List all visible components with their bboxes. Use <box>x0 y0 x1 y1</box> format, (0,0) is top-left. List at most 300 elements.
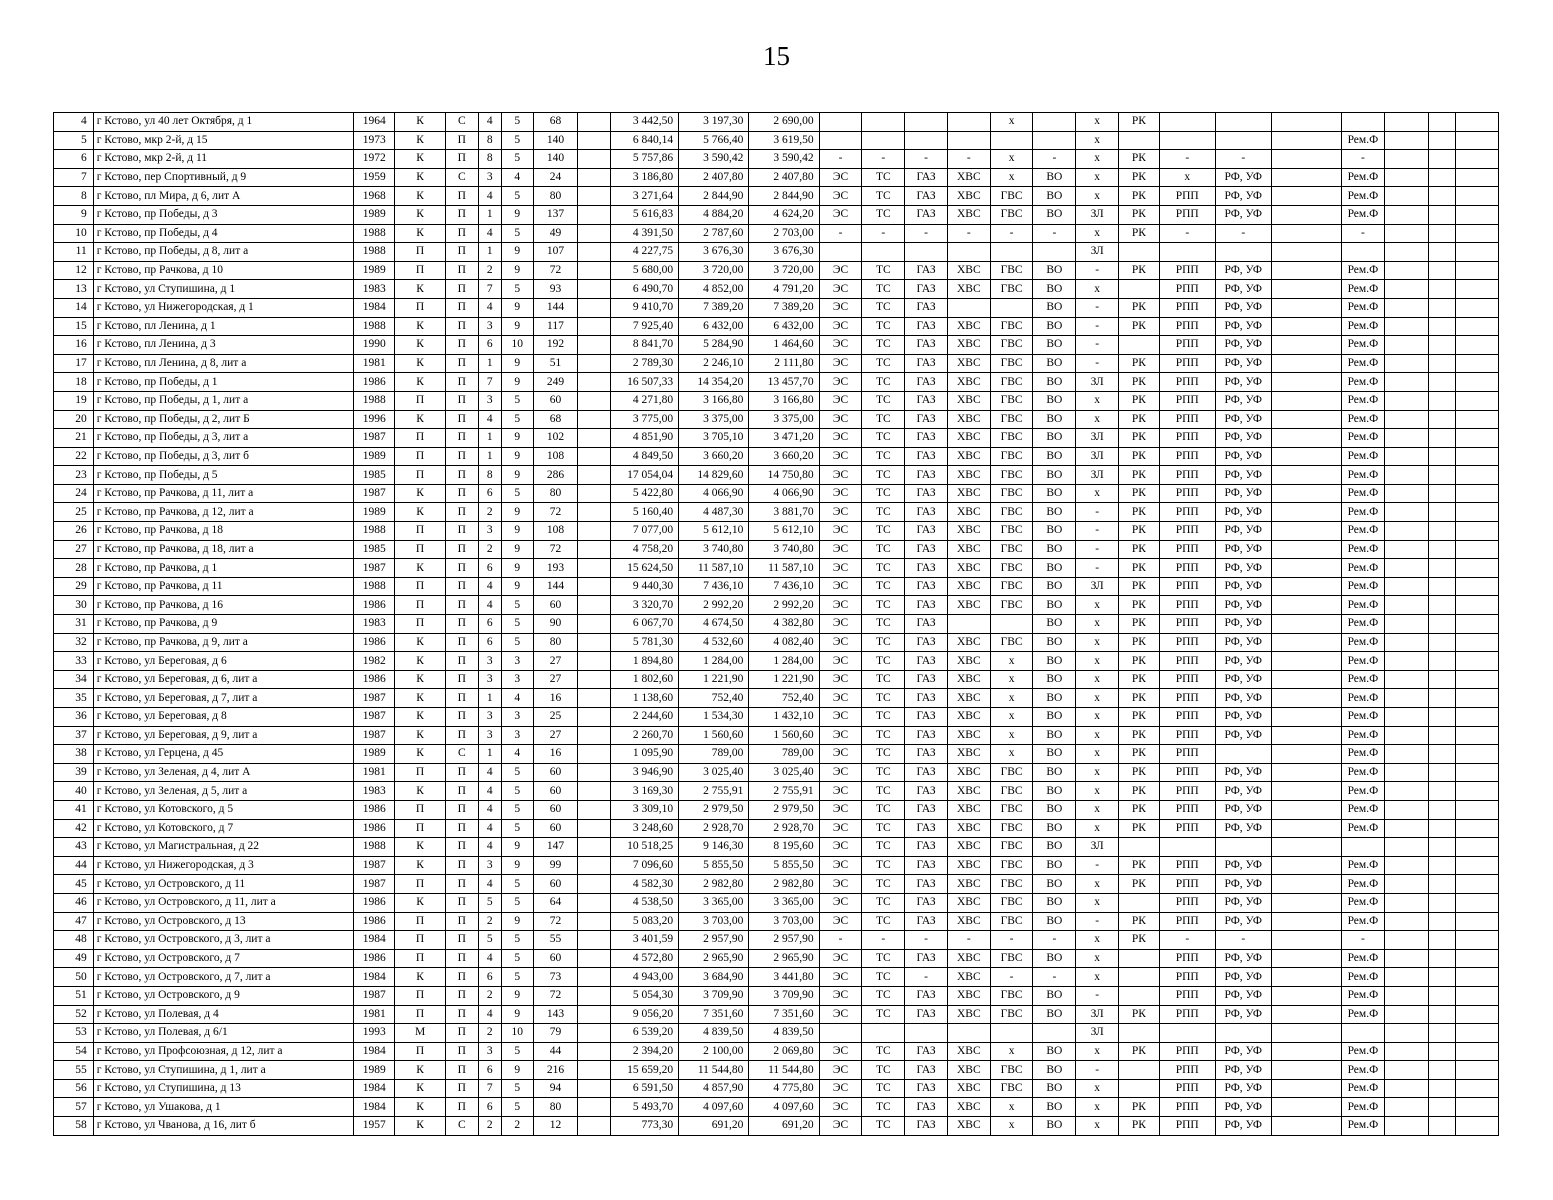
cell-blank-d <box>1428 261 1455 280</box>
cell-entrances: 7 <box>478 1079 501 1098</box>
cell-total-area: 1 802,60 <box>610 670 678 689</box>
cell-blank-e <box>1456 800 1499 819</box>
cell-apartments: 93 <box>533 280 578 299</box>
table-row <box>54 410 1499 429</box>
cell-mark-remf: Рем.Ф <box>1341 410 1384 429</box>
cell-blank-b <box>1271 317 1341 336</box>
cell-build-year: 1986 <box>354 800 395 819</box>
cell-entrances: 8 <box>478 466 501 485</box>
cell-service-gvs: ГВС <box>990 1061 1033 1080</box>
table-row <box>54 540 1499 559</box>
cell-service-hvs: ХВС <box>947 856 990 875</box>
cell-blank-c <box>1384 856 1428 875</box>
cell-mark-remf: Рем.Ф <box>1341 336 1384 355</box>
cell-mark-rpp: РПП <box>1159 317 1215 336</box>
cell-blank-c <box>1384 689 1428 708</box>
cell-wall-type-b: П <box>446 633 479 652</box>
cell-blank-a <box>578 373 611 392</box>
cell-address: г Кстово, ул Островского, д 13 <box>93 912 354 931</box>
cell-service-hvs: ХВС <box>947 1042 990 1061</box>
cell-address: г Кстово, ул Ступишина, д 1 <box>93 280 354 299</box>
cell-blank-b <box>1271 726 1341 745</box>
cell-wall-type-a: П <box>395 298 446 317</box>
cell-service-zl: - <box>1076 298 1119 317</box>
cell-mark-rk <box>1119 1061 1160 1080</box>
table-row <box>54 931 1499 950</box>
cell-wall-type-b: П <box>446 912 479 931</box>
cell-service-gvs <box>990 131 1033 150</box>
cell-service-es: ЭС <box>819 763 862 782</box>
cell-address: г Кстово, ул Магистральная, д 22 <box>93 838 354 857</box>
cell-blank-c <box>1384 522 1428 541</box>
table-row <box>54 354 1499 373</box>
cell-apartments: 24 <box>533 168 578 187</box>
cell-mark-remf: Рем.Ф <box>1341 689 1384 708</box>
cell-wall-type-b: С <box>446 113 479 132</box>
cell-row-number: 58 <box>54 1117 94 1136</box>
cell-service-ts <box>862 1024 905 1043</box>
cell-service-ts: ТС <box>862 410 905 429</box>
cell-entrances: 8 <box>478 131 501 150</box>
cell-total-area: 5 160,40 <box>610 503 678 522</box>
cell-private-area: 3 709,90 <box>749 986 819 1005</box>
cell-living-area: 3 720,00 <box>679 261 749 280</box>
cell-service-ts: ТС <box>862 763 905 782</box>
cell-service-gas: ГАЗ <box>905 708 948 727</box>
cell-private-area: 3 166,80 <box>749 391 819 410</box>
cell-total-area: 6 067,70 <box>610 615 678 634</box>
cell-address: г Кстово, ул Ступишина, д 1, лит а <box>93 1061 354 1080</box>
cell-service-gvs: ГВС <box>990 856 1033 875</box>
cell-service-vo: ВО <box>1033 689 1076 708</box>
cell-mark-rk: РК <box>1119 931 1160 950</box>
cell-entrances: 2 <box>478 261 501 280</box>
cell-row-number: 52 <box>54 1005 94 1024</box>
cell-row-number: 6 <box>54 150 94 169</box>
cell-floors: 9 <box>502 205 534 224</box>
cell-service-gas: ГАЗ <box>905 949 948 968</box>
cell-entrances: 3 <box>478 522 501 541</box>
cell-address: г Кстово, пр Рачкова, д 10 <box>93 261 354 280</box>
cell-build-year: 1988 <box>354 838 395 857</box>
cell-service-zl: - <box>1076 317 1119 336</box>
cell-wall-type-b: П <box>446 1079 479 1098</box>
cell-entrances: 3 <box>478 726 501 745</box>
cell-service-zl: х <box>1076 1098 1119 1117</box>
cell-blank-a <box>578 559 611 578</box>
cell-row-number: 44 <box>54 856 94 875</box>
cell-service-gas: ГАЗ <box>905 1117 948 1136</box>
cell-living-area: 3 375,00 <box>679 410 749 429</box>
cell-service-ts: ТС <box>862 1079 905 1098</box>
cell-wall-type-a: К <box>395 893 446 912</box>
cell-row-number: 43 <box>54 838 94 857</box>
cell-floors: 9 <box>502 373 534 392</box>
cell-mark-remf: Рем.Ф <box>1341 912 1384 931</box>
cell-mark-rk: РК <box>1119 800 1160 819</box>
cell-blank-b <box>1271 261 1341 280</box>
cell-blank-a <box>578 670 611 689</box>
cell-service-es: ЭС <box>819 1005 862 1024</box>
cell-blank-a <box>578 931 611 950</box>
cell-mark-rpp: РПП <box>1159 540 1215 559</box>
cell-wall-type-a: П <box>395 577 446 596</box>
cell-address: г Кстово, ул Островского, д 9 <box>93 986 354 1005</box>
cell-service-gvs: ГВС <box>990 187 1033 206</box>
cell-service-ts: ТС <box>862 819 905 838</box>
cell-mark-remf <box>1341 1024 1384 1043</box>
cell-private-area: 5 855,50 <box>749 856 819 875</box>
cell-blank-c <box>1384 187 1428 206</box>
cell-blank-a <box>578 856 611 875</box>
cell-entrances: 6 <box>478 1098 501 1117</box>
cell-mark-remf: Рем.Ф <box>1341 986 1384 1005</box>
cell-living-area: 5 855,50 <box>679 856 749 875</box>
cell-service-hvs: - <box>947 931 990 950</box>
cell-address: г Кстово, пр Победы, д 5 <box>93 466 354 485</box>
cell-blank-e <box>1456 986 1499 1005</box>
cell-apartments: 140 <box>533 131 578 150</box>
cell-service-vo: ВО <box>1033 949 1076 968</box>
cell-service-ts: ТС <box>862 893 905 912</box>
cell-service-gas: ГАЗ <box>905 1042 948 1061</box>
cell-wall-type-b: П <box>446 429 479 448</box>
cell-mark-remf: Рем.Ф <box>1341 317 1384 336</box>
cell-total-area: 9 056,20 <box>610 1005 678 1024</box>
cell-address: г Кстово, пр Рачкова, д 9 <box>93 615 354 634</box>
cell-blank-e <box>1456 410 1499 429</box>
cell-service-gas <box>905 1024 948 1043</box>
cell-service-hvs: ХВС <box>947 522 990 541</box>
cell-service-gas: - <box>905 224 948 243</box>
cell-service-hvs: ХВС <box>947 280 990 299</box>
cell-build-year: 1987 <box>354 986 395 1005</box>
cell-mark-rf-uf: РФ, УФ <box>1215 1061 1271 1080</box>
cell-blank-a <box>578 187 611 206</box>
cell-floors: 5 <box>502 131 534 150</box>
cell-blank-d <box>1428 1117 1455 1136</box>
cell-total-area: 4 758,20 <box>610 540 678 559</box>
table-row <box>54 131 1499 150</box>
cell-blank-c <box>1384 708 1428 727</box>
cell-blank-d <box>1428 298 1455 317</box>
table-row <box>54 224 1499 243</box>
cell-apartments: 49 <box>533 224 578 243</box>
cell-living-area: 7 436,10 <box>679 577 749 596</box>
cell-private-area: 2 957,90 <box>749 931 819 950</box>
cell-mark-rpp: РПП <box>1159 949 1215 968</box>
cell-address: г Кстово, мкр 2-й, д 15 <box>93 131 354 150</box>
table-row <box>54 113 1499 132</box>
cell-blank-e <box>1456 838 1499 857</box>
table-row <box>54 243 1499 262</box>
cell-service-zl: х <box>1076 224 1119 243</box>
cell-blank-e <box>1456 1024 1499 1043</box>
cell-mark-rk: РК <box>1119 224 1160 243</box>
cell-wall-type-a: К <box>395 782 446 801</box>
cell-service-hvs: ХВС <box>947 447 990 466</box>
cell-apartments: 60 <box>533 949 578 968</box>
cell-service-zl: ЗЛ <box>1076 373 1119 392</box>
cell-blank-d <box>1428 1042 1455 1061</box>
cell-build-year: 1990 <box>354 336 395 355</box>
cell-apartments: 60 <box>533 819 578 838</box>
cell-service-ts <box>862 113 905 132</box>
cell-wall-type-a: П <box>395 931 446 950</box>
cell-service-zl: - <box>1076 856 1119 875</box>
cell-apartments: 107 <box>533 243 578 262</box>
cell-mark-remf: Рем.Ф <box>1341 819 1384 838</box>
cell-mark-rpp <box>1159 1024 1215 1043</box>
cell-wall-type-a: К <box>395 205 446 224</box>
cell-service-gvs: х <box>990 1098 1033 1117</box>
cell-service-es: ЭС <box>819 1042 862 1061</box>
cell-wall-type-a: К <box>395 726 446 745</box>
cell-row-number: 39 <box>54 763 94 782</box>
cell-mark-remf: Рем.Ф <box>1341 633 1384 652</box>
cell-blank-c <box>1384 986 1428 1005</box>
cell-entrances: 2 <box>478 1024 501 1043</box>
cell-mark-rf-uf: РФ, УФ <box>1215 615 1271 634</box>
cell-row-number: 17 <box>54 354 94 373</box>
cell-service-es: ЭС <box>819 745 862 764</box>
cell-living-area: 4 097,60 <box>679 1098 749 1117</box>
cell-blank-c <box>1384 912 1428 931</box>
cell-living-area: 4 532,60 <box>679 633 749 652</box>
cell-mark-remf: Рем.Ф <box>1341 298 1384 317</box>
cell-entrances: 6 <box>478 1061 501 1080</box>
cell-address: г Кстово, ул Котовского, д 7 <box>93 819 354 838</box>
cell-row-number: 34 <box>54 670 94 689</box>
cell-blank-a <box>578 1061 611 1080</box>
table-row <box>54 559 1499 578</box>
cell-private-area: 13 457,70 <box>749 373 819 392</box>
cell-mark-rf-uf: РФ, УФ <box>1215 410 1271 429</box>
cell-service-hvs: ХВС <box>947 205 990 224</box>
cell-floors: 9 <box>502 503 534 522</box>
cell-apartments: 79 <box>533 1024 578 1043</box>
cell-row-number: 54 <box>54 1042 94 1061</box>
cell-mark-rk: РК <box>1119 633 1160 652</box>
table-row <box>54 261 1499 280</box>
cell-blank-e <box>1456 373 1499 392</box>
cell-blank-b <box>1271 503 1341 522</box>
cell-row-number: 4 <box>54 113 94 132</box>
cell-blank-e <box>1456 150 1499 169</box>
cell-wall-type-b: П <box>446 373 479 392</box>
cell-mark-rf-uf: РФ, УФ <box>1215 298 1271 317</box>
cell-floors: 9 <box>502 1005 534 1024</box>
cell-total-area: 6 840,14 <box>610 131 678 150</box>
cell-blank-a <box>578 410 611 429</box>
table-row <box>54 986 1499 1005</box>
table-row <box>54 1079 1499 1098</box>
cell-service-gvs: ГВС <box>990 949 1033 968</box>
cell-service-ts: ТС <box>862 187 905 206</box>
cell-blank-b <box>1271 912 1341 931</box>
cell-mark-remf: Рем.Ф <box>1341 875 1384 894</box>
cell-blank-c <box>1384 1098 1428 1117</box>
cell-service-hvs: ХВС <box>947 596 990 615</box>
cell-service-gas: - <box>905 150 948 169</box>
cell-service-zl: х <box>1076 615 1119 634</box>
cell-service-vo: ВО <box>1033 633 1076 652</box>
cell-private-area: 752,40 <box>749 689 819 708</box>
table-row <box>54 800 1499 819</box>
cell-blank-a <box>578 522 611 541</box>
cell-blank-d <box>1428 875 1455 894</box>
cell-entrances: 3 <box>478 856 501 875</box>
cell-floors: 5 <box>502 224 534 243</box>
cell-service-gas: - <box>905 968 948 987</box>
cell-service-gvs: ГВС <box>990 838 1033 857</box>
cell-address: г Кстово, ул Котовского, д 5 <box>93 800 354 819</box>
table-row <box>54 782 1499 801</box>
cell-blank-b <box>1271 745 1341 764</box>
cell-address: г Кстово, пр Победы, д 1 <box>93 373 354 392</box>
cell-private-area: 2 982,80 <box>749 875 819 894</box>
cell-blank-a <box>578 968 611 987</box>
cell-service-ts: ТС <box>862 354 905 373</box>
cell-total-area: 7 077,00 <box>610 522 678 541</box>
table-row <box>54 577 1499 596</box>
cell-blank-e <box>1456 317 1499 336</box>
cell-floors: 5 <box>502 187 534 206</box>
cell-build-year: 1988 <box>354 317 395 336</box>
cell-service-es: ЭС <box>819 782 862 801</box>
cell-blank-e <box>1456 1005 1499 1024</box>
cell-service-gas: ГАЗ <box>905 856 948 875</box>
cell-row-number: 57 <box>54 1098 94 1117</box>
cell-service-vo: ВО <box>1033 1042 1076 1061</box>
cell-build-year: 1985 <box>354 540 395 559</box>
cell-floors: 5 <box>502 615 534 634</box>
cell-service-gas: ГАЗ <box>905 391 948 410</box>
cell-service-es: ЭС <box>819 1117 862 1136</box>
cell-service-zl: ЗЛ <box>1076 1024 1119 1043</box>
cell-entrances: 4 <box>478 224 501 243</box>
cell-wall-type-a: К <box>395 968 446 987</box>
cell-service-hvs: ХВС <box>947 689 990 708</box>
cell-service-hvs: ХВС <box>947 1079 990 1098</box>
cell-service-gvs <box>990 243 1033 262</box>
cell-total-area: 1 894,80 <box>610 652 678 671</box>
cell-private-area: 3 590,42 <box>749 150 819 169</box>
cell-row-number: 12 <box>54 261 94 280</box>
cell-wall-type-b: П <box>446 1098 479 1117</box>
cell-service-ts: ТС <box>862 782 905 801</box>
cell-entrances: 2 <box>478 986 501 1005</box>
cell-wall-type-a: К <box>395 559 446 578</box>
cell-private-area: 1 221,90 <box>749 670 819 689</box>
cell-floors: 5 <box>502 800 534 819</box>
cell-wall-type-a: П <box>395 1005 446 1024</box>
cell-service-gas: ГАЗ <box>905 1079 948 1098</box>
cell-wall-type-b: П <box>446 522 479 541</box>
cell-wall-type-a: К <box>395 168 446 187</box>
cell-mark-rpp: РПП <box>1159 745 1215 764</box>
cell-build-year: 1983 <box>354 615 395 634</box>
table-row <box>54 391 1499 410</box>
cell-private-area: 3 703,00 <box>749 912 819 931</box>
cell-mark-rf-uf <box>1215 243 1271 262</box>
cell-build-year: 1989 <box>354 205 395 224</box>
cell-service-gvs: х <box>990 745 1033 764</box>
cell-service-ts: ТС <box>862 373 905 392</box>
cell-blank-c <box>1384 931 1428 950</box>
cell-service-es: ЭС <box>819 466 862 485</box>
table-row <box>54 875 1499 894</box>
cell-blank-d <box>1428 782 1455 801</box>
cell-mark-remf: Рем.Ф <box>1341 1005 1384 1024</box>
cell-service-gvs: х <box>990 726 1033 745</box>
cell-mark-remf: - <box>1341 931 1384 950</box>
cell-mark-remf: Рем.Ф <box>1341 596 1384 615</box>
cell-apartments: 16 <box>533 689 578 708</box>
cell-floors: 9 <box>502 540 534 559</box>
cell-private-area: 7 436,10 <box>749 577 819 596</box>
cell-wall-type-a: П <box>395 912 446 931</box>
cell-service-es: ЭС <box>819 856 862 875</box>
cell-wall-type-a: П <box>395 261 446 280</box>
cell-service-zl: - <box>1076 261 1119 280</box>
cell-service-gas: ГАЗ <box>905 633 948 652</box>
cell-blank-c <box>1384 893 1428 912</box>
housing-register-table <box>53 112 1499 1136</box>
cell-apartments: 94 <box>533 1079 578 1098</box>
cell-service-zl: х <box>1076 745 1119 764</box>
cell-blank-e <box>1456 689 1499 708</box>
cell-apartments: 51 <box>533 354 578 373</box>
table-row <box>54 150 1499 169</box>
cell-service-gvs <box>990 298 1033 317</box>
cell-entrances: 3 <box>478 391 501 410</box>
cell-apartments: 144 <box>533 577 578 596</box>
cell-blank-d <box>1428 1024 1455 1043</box>
cell-total-area: 5 757,86 <box>610 150 678 169</box>
cell-service-gas: ГАЗ <box>905 503 948 522</box>
cell-wall-type-b: П <box>446 596 479 615</box>
cell-blank-c <box>1384 596 1428 615</box>
cell-service-hvs: ХВС <box>947 168 990 187</box>
cell-mark-rpp: РПП <box>1159 1061 1215 1080</box>
cell-blank-b <box>1271 559 1341 578</box>
cell-row-number: 25 <box>54 503 94 522</box>
cell-service-ts: ТС <box>862 261 905 280</box>
cell-floors: 5 <box>502 893 534 912</box>
cell-living-area: 3 709,90 <box>679 986 749 1005</box>
cell-service-ts: ТС <box>862 447 905 466</box>
cell-wall-type-b: П <box>446 708 479 727</box>
cell-blank-e <box>1456 893 1499 912</box>
cell-wall-type-a: П <box>395 466 446 485</box>
cell-row-number: 24 <box>54 484 94 503</box>
cell-wall-type-b: П <box>446 893 479 912</box>
cell-row-number: 36 <box>54 708 94 727</box>
cell-mark-rpp: РПП <box>1159 763 1215 782</box>
cell-service-hvs: ХВС <box>947 819 990 838</box>
cell-entrances: 1 <box>478 243 501 262</box>
cell-private-area: 1 432,10 <box>749 708 819 727</box>
cell-entrances: 4 <box>478 838 501 857</box>
cell-entrances: 4 <box>478 949 501 968</box>
cell-private-area: 4 775,80 <box>749 1079 819 1098</box>
cell-service-vo: ВО <box>1033 1005 1076 1024</box>
cell-wall-type-b: П <box>446 670 479 689</box>
cell-service-hvs: ХВС <box>947 577 990 596</box>
cell-private-area: 2 069,80 <box>749 1042 819 1061</box>
cell-blank-e <box>1456 931 1499 950</box>
